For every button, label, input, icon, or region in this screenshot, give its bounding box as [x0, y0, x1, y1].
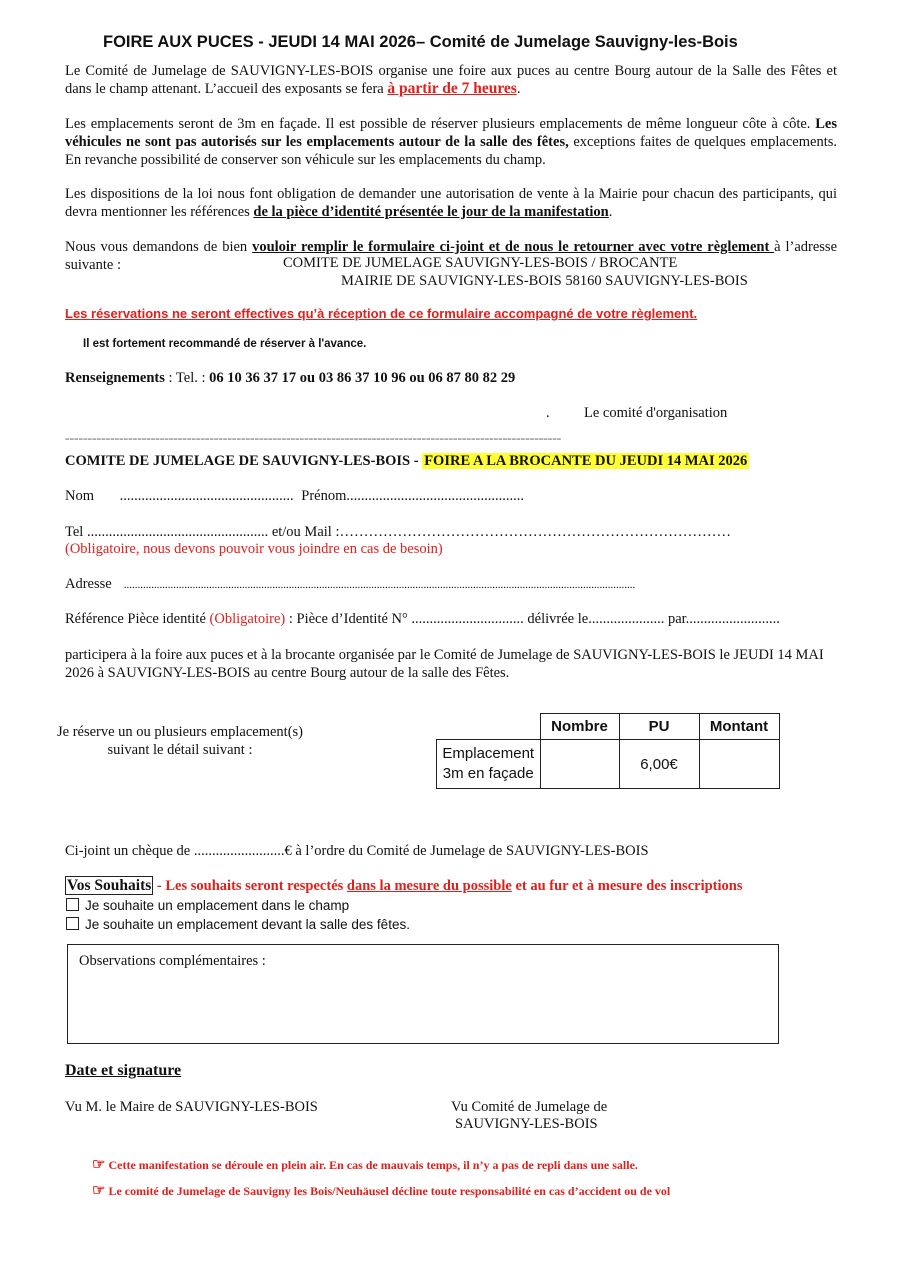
- checkbox[interactable]: [66, 898, 79, 911]
- tel-note: (Obligatoire, nous devons pouvoir vous joindre en cas de besoin): [65, 541, 443, 557]
- table-header-row: [437, 714, 780, 740]
- prenom-label: Prénom: [301, 488, 347, 504]
- nom-field[interactable]: ................................................: [119, 488, 294, 504]
- mayor-approval: Vu M. le Maire de SAUVIGNY-LES-BOIS: [65, 1099, 318, 1115]
- separator: ==============================================================================================================: [65, 436, 562, 443]
- intro-text: Les emplacements seront de 3m en façade. Il est possible de réserver plusieurs emplacements de même longueur côte à côte.: [65, 116, 816, 132]
- intro-text: Les dispositions de la loi nous font obligation de demander une autorisation de vente à la Mairie pour chacun des participants, qui devra mentionner les références: [65, 186, 837, 220]
- wishes-underlined: dans la mesure du possible: [346, 878, 512, 894]
- montant-cell[interactable]: [699, 740, 779, 789]
- phone-numbers: 06 10 36 37 17 ou 03 86 37 10 96 ou 06 87 80 82 29: [209, 370, 516, 386]
- tel-row: [65, 524, 731, 541]
- ref-fields[interactable]: : Pièce d’Identité N° ............................... délivrée le..................... par..........................: [285, 611, 780, 627]
- column-header-montant: Montant: [699, 714, 779, 740]
- option-field[interactable]: [66, 898, 349, 913]
- column-header-pu: PU: [619, 714, 699, 740]
- reserve-text: Je réserve un ou plusieurs emplacement(s) suivant le détail suivant :: [56, 724, 303, 758]
- signature-dot: .: [546, 405, 550, 421]
- pointing-hand-icon: ☞: [92, 1157, 106, 1173]
- option-hall[interactable]: [66, 917, 410, 932]
- info-label: Renseignements: [65, 370, 165, 386]
- adresse-label: Adresse: [65, 576, 112, 592]
- intro-text: Le Comité de Jumelage de SAUVIGNY-LES-BOIS organise une foire aux puces au centre Bourg autour de la Salle des Fêtes et dans le champ attenant. L’accueil des exposants se fera: [65, 63, 837, 97]
- ref-label: Référence Pièce identité: [65, 611, 210, 627]
- page-title: FOIRE AUX PUCES - JEUDI 14 MAI 2026– Comité de Jumelage Sauvigny-les-Bois: [103, 33, 738, 51]
- intro-text: Nous vous demandons de bien: [65, 239, 253, 255]
- intro-text: à l’adresse suivante :: [65, 239, 838, 273]
- address-line-1: COMITE DE JUMELAGE SAUVIGNY-LES-BOIS / BROCANTE: [283, 255, 678, 271]
- committee-approval-line2: SAUVIGNY-LES-BOIS: [455, 1116, 598, 1132]
- intro-paragraph-2: [65, 115, 837, 169]
- participation-text: participera à la foire aux puces et à la brocante organisée par le Comité de Jumelage de SAUVIGNY-LES-BOIS le JEUDI 14 MAI 2026 à SAUVIGNY-LES-BOIS au centre Bourg autour de la salle des Fêtes.: [65, 647, 824, 681]
- checkbox[interactable]: [66, 917, 79, 930]
- column-header-nombre: Nombre: [540, 714, 619, 740]
- vehicle-warning: Les véhicules ne sont pas autorisés sur les emplacements autour de la salle des fêtes,: [65, 116, 837, 150]
- intro-text: exceptions faites de quelques emplacements. En revanche possibilité de conserver son véhicule sur les emplacements du champ.: [65, 134, 837, 168]
- footer-note-2: [92, 1181, 670, 1200]
- address-row: [65, 576, 805, 593]
- footer-note-1: [92, 1155, 638, 1174]
- adresse-field[interactable]: ..........................................................................................................................................................................................: [123, 579, 636, 591]
- wishes-text-end: et au fur et à mesure des inscriptions: [511, 878, 743, 894]
- observations-box[interactable]: [67, 944, 779, 1044]
- footer-note-1-text: Cette manifestation se déroule en plein air. En cas de mauvais temps, il n’y a pas de repli dans une salle.: [108, 1158, 638, 1172]
- tel-mail-field[interactable]: .................................................. et/ou Mail :………………………………………………………………………: [83, 524, 731, 540]
- committee-approval-line1: Vu Comité de Jumelage de: [451, 1099, 608, 1115]
- recommendation: Il est fortement recommandé de réserver à l'avance.: [83, 338, 367, 350]
- ref-mandatory: (Obligatoire): [209, 611, 286, 627]
- organizer-signature: Le comité d'organisation: [584, 405, 728, 421]
- intro-paragraph-3: [65, 185, 837, 221]
- table-corner: [437, 714, 541, 740]
- address-line-2: MAIRIE DE SAUVIGNY-LES-BOIS 58160 SAUVIGNY-LES-BOIS: [341, 273, 748, 289]
- name-row: [65, 488, 524, 505]
- wishes-label: Vos Souhaits: [67, 877, 152, 894]
- intro-paragraph-1: [65, 62, 837, 98]
- row-label: Emplacement 3m en façade: [437, 740, 541, 789]
- observations-label: Observations complémentaires :: [79, 953, 266, 969]
- id-requirement: de la pièce d’identité présentée le jour de la manifestation: [253, 204, 609, 220]
- wishes-text: Les souhaits seront respectés: [165, 878, 347, 894]
- pointing-hand-icon: ☞: [92, 1183, 106, 1199]
- nombre-cell[interactable]: [540, 740, 619, 789]
- form-header-event: FOIRE A LA BROCANTE DU JEUDI 14 MAI 2026: [424, 453, 748, 469]
- cheque-line: Ci-joint un chèque de .........................€ à l’ordre du Comité de Jumelage de SAUVIGNY-LES-BOIS: [65, 843, 649, 859]
- wishes-dash: -: [153, 878, 166, 894]
- table-row: [437, 740, 780, 789]
- id-reference-row: [65, 611, 780, 628]
- option-hall-label: Je souhaite un emplacement devant la salle des fêtes.: [85, 917, 410, 932]
- pu-cell: 6,00€: [619, 740, 699, 789]
- info-line: [65, 370, 515, 387]
- date-signature-heading: Date et signature: [65, 1062, 182, 1079]
- option-field-label: Je souhaite un emplacement dans le champ: [85, 898, 350, 913]
- period: .: [608, 204, 613, 220]
- form-header-org: COMITE DE JUMELAGE DE SAUVIGNY-LES-BOIS -: [65, 453, 423, 469]
- prenom-field[interactable]: .................................................: [346, 488, 524, 504]
- tel-label: Tel: [65, 524, 84, 540]
- nom-label: Nom: [65, 488, 94, 504]
- footer-note-2-text: Le comité de Jumelage de Sauvigny les Bois/Neuhäusel décline toute responsabilité en cas d’accident ou de vol: [108, 1184, 671, 1198]
- form-instruction: vouloir remplir le formulaire ci-joint et de nous le retourner avec votre règlement: [252, 239, 775, 255]
- info-tel-prefix: : Tel. :: [164, 370, 210, 386]
- period: .: [516, 81, 521, 97]
- reservation-notice: Les réservations ne seront effectives qu’à réception de ce formulaire accompagné de votre règlement.: [65, 306, 698, 321]
- pricing-table: [436, 713, 780, 789]
- form-header: [65, 453, 749, 470]
- arrival-time: à partir de 7 heures: [387, 80, 517, 97]
- wishes-row: [65, 877, 742, 895]
